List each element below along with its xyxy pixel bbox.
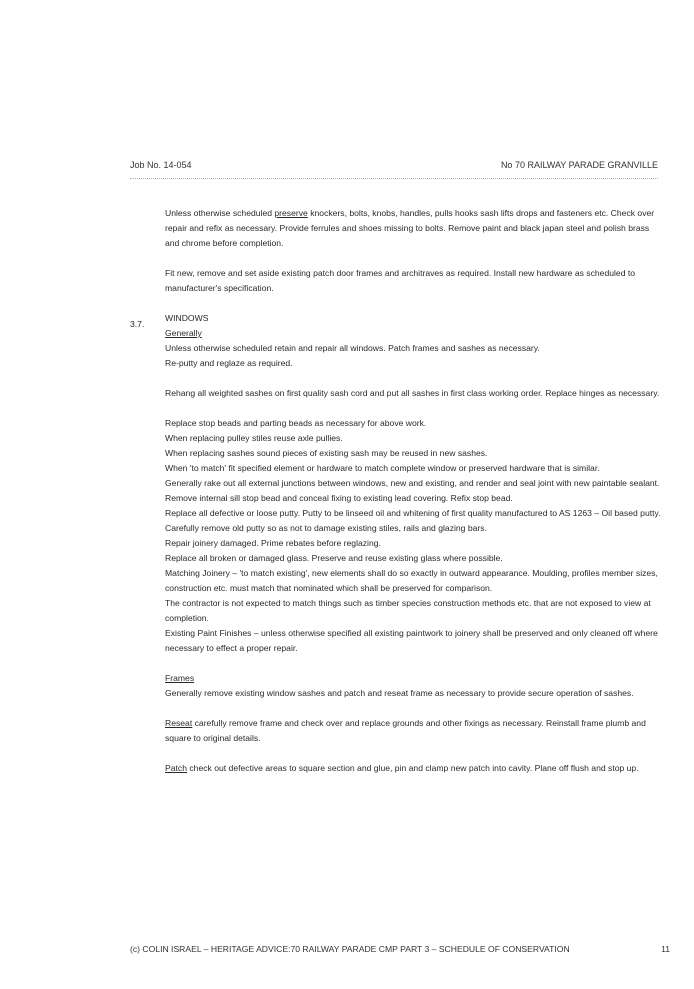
list-item: When replacing pulley stiles reuse axle pullies. [165,433,343,443]
list-item: Generally rake out all external junctions between windows, new and existing, and render and seal joint with new paintable sealant. [165,478,660,488]
list-item: Matching Joinery – 'to match existing', new elements shall do so exactly in outward appearance. Moulding, profiles member sizes, construction etc. must match that nominated which shall be preserved for comparison. [165,568,658,593]
patch-paragraph [165,761,665,776]
paragraph: Generally remove existing window sashes and patch and reseat frame as necessary to provide secure operation of sashes. [165,688,634,698]
list-item: When replacing sashes sound pieces of existing sash may be reused in new sashes. [165,448,488,458]
subheading-generally: Generally [165,328,202,338]
paragraph: Re-putty and reglaze as required. [165,358,293,368]
reseat-paragraph [165,716,665,746]
text-span: carefully remove frame and check over and replace grounds and other fixings as necessary. Reinstall frame plumb and square to original details. [165,718,646,743]
header-divider [130,178,658,179]
underlined-term: Patch [165,763,187,773]
footer-text: (c) COLIN ISRAEL – HERITAGE ADVICE:70 RAILWAY PARADE CMP PART 3 – SCHEDULE OF CONSERVATION [130,944,570,954]
header-address: No 70 RAILWAY PARADE GRANVILLE [500,160,658,170]
job-number: Job No. 14-054 [130,160,192,170]
subheading-frames: Frames [165,673,195,683]
underlined-term: Reseat [165,718,193,728]
paragraph: Unless otherwise scheduled retain and repair all windows. Patch frames and sashes as necessary. [165,343,540,353]
list-item: The contractor is not expected to match things such as timber species construction methods etc. that are not exposed to view at completion. [165,598,651,623]
list-item: Remove internal sill stop bead and conceal fixing to existing lead covering. Refix stop bead. [165,493,513,503]
hardware-paragraph [165,206,665,251]
list-item: Repair joinery damaged. Prime rebates before reglazing. [165,538,381,548]
text-span: Unless otherwise scheduled [165,208,275,218]
text-span: knockers, bolts, knobs, handles, pulls hooks sash lifts drops and fasteners etc. Check over repair and refix as necessary. Provide ferrules and shoes missing to bolts. Remove paint and black japan steel and polish brass and chrome before completion. [165,208,655,248]
list-item: When 'to match' fit specified element or hardware to match complete window or preserved hardware that is similar. [165,463,600,473]
list-item: Existing Paint Finishes – unless otherwise specified all existing paintwork to joinery shall be preserved and only cleaned off where necessary to effect a proper repair. [165,628,658,653]
section-number: 3.7. [130,319,145,329]
underlined-term: preserve [274,208,308,218]
frames-paragraph: Fit new, remove and set aside existing patch door frames and architraves as required. Install new hardware as scheduled to manufacturer's specification. [165,268,636,293]
list-item: Replace stop beads and parting beads as necessary for above work. [165,418,427,428]
document-body [165,206,665,776]
page-footer [130,944,670,954]
paragraph: Rehang all weighted sashes on first quality sash cord and put all sashes in first class working order. Replace hinges as necessary. [165,388,660,398]
section-title: WINDOWS [165,313,209,323]
text-span: check out defective areas to square section and glue, pin and clamp new patch into cavity. Plane off flush and stop up. [186,763,639,773]
page-number: 11 [661,944,670,954]
list-item: Replace all defective or loose putty. Putty to be linseed oil and whitening of first quality manufactured to AS 1263 – Oil based putty. Carefully remove old putty so as not to damage existing stiles, rails and glazing bars. [165,508,661,533]
list-item: Replace all broken or damaged glass. Preserve and reuse existing glass where possible. [165,553,503,563]
